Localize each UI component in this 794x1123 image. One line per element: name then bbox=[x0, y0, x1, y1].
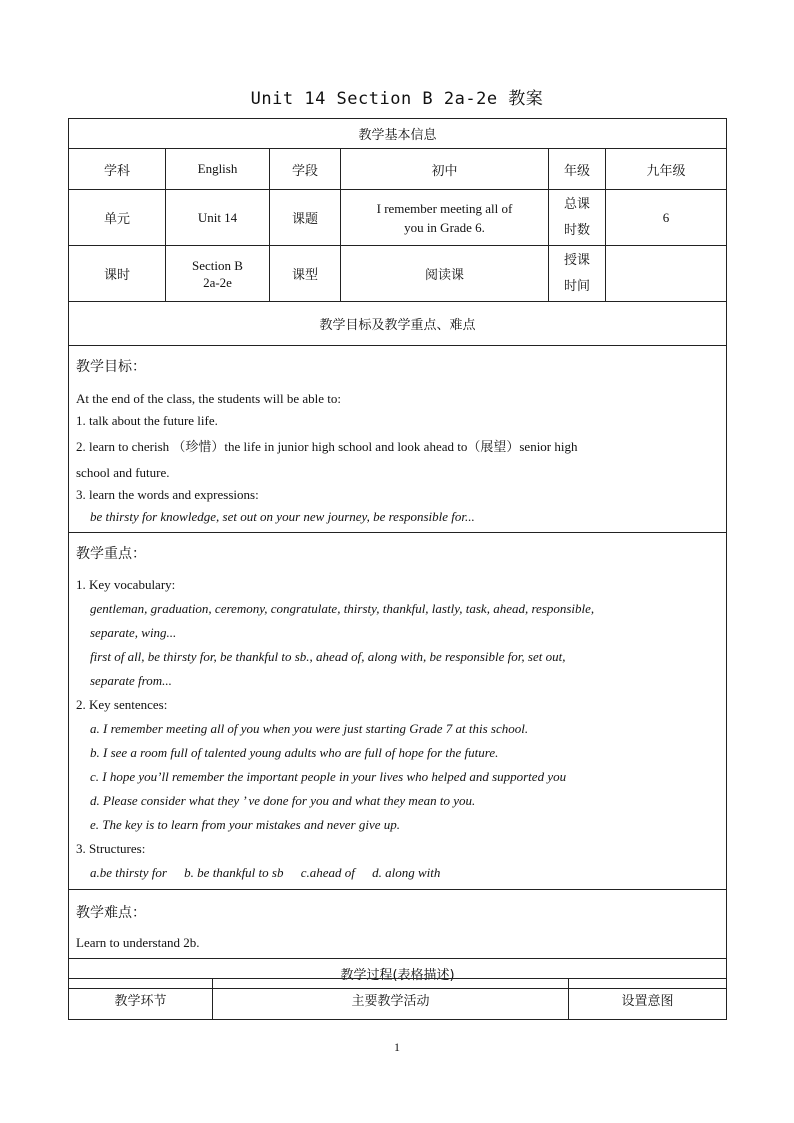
teaching-time-label-2: 时间 bbox=[563, 278, 590, 294]
topic-value bbox=[341, 190, 549, 246]
objective-2-line-1: 2. learn to cherish （珍惜）the life in junior high school and look ahead to（展望）senior high bbox=[76, 439, 578, 454]
period-line-2: 2a-2e bbox=[203, 274, 232, 290]
topic-line-2: you in Grade 6. bbox=[404, 219, 485, 235]
objectives-intro: At the end of the class, the students will be able to: bbox=[76, 391, 341, 406]
sentence-a: a. I remember meeting all of you when you were just starting Grade 7 at this school. bbox=[90, 721, 529, 736]
objectives-header: 教学目标及教学重点、难点 bbox=[69, 302, 727, 346]
vocab-line-2: separate, wing... bbox=[90, 625, 177, 640]
difficulties-cell bbox=[69, 890, 727, 959]
document-title: Unit 14 Section B 2a-2e 教案 bbox=[250, 89, 544, 109]
grade-value: 九年级 bbox=[606, 149, 727, 190]
process-table bbox=[68, 978, 727, 1020]
stage-label: 学段 bbox=[270, 149, 341, 190]
total-hours-label bbox=[549, 190, 606, 246]
structure-c: c.ahead of bbox=[300, 865, 355, 880]
difficulties-title: 教学难点： bbox=[76, 905, 146, 921]
phrase-line-1: first of all, be thirsty for, be thankful to sb., ahead of, along with, be responsible for, set out, bbox=[90, 649, 566, 664]
phrase-line-2: separate from... bbox=[90, 673, 172, 688]
teaching-time-label-1: 授课 bbox=[563, 252, 590, 268]
objective-2-line-2: school and future. bbox=[76, 465, 170, 480]
lesson-plan-table bbox=[68, 118, 727, 989]
objective-3: 3. learn the words and expressions: bbox=[76, 487, 259, 502]
unit-value: Unit 14 bbox=[166, 190, 270, 246]
total-hours-value: 6 bbox=[606, 190, 727, 246]
process-header: 教学过程(表格描述) bbox=[69, 959, 727, 989]
process-col-activities: 主要教学活动 bbox=[213, 979, 569, 1020]
sentence-c: c. I hope you’ll remember the important people in your lives who helped and supported you bbox=[90, 769, 567, 784]
period-label: 课时 bbox=[69, 246, 166, 302]
key-points-title: 教学重点： bbox=[76, 546, 146, 562]
objective-1: 1. talk about the future life. bbox=[76, 413, 218, 428]
structure-a: a.be thirsty for bbox=[90, 865, 167, 880]
vocab-line-1: gentleman, graduation, ceremony, congratulate, thirsty, thankful, lastly, task, ahead, responsible, bbox=[90, 601, 595, 616]
total-hours-label-1: 总课 bbox=[563, 196, 590, 212]
teaching-time-value bbox=[606, 246, 727, 302]
subject-label: 学科 bbox=[69, 149, 166, 190]
unit-label: 单元 bbox=[69, 190, 166, 246]
page-number: 1 bbox=[394, 1040, 400, 1054]
structure-b: b. be thankful to sb bbox=[184, 865, 284, 880]
objective-3-phrases: be thirsty for knowledge, set out on your new journey, be responsible for... bbox=[90, 509, 475, 524]
difficulties-text: Learn to understand 2b. bbox=[76, 935, 200, 950]
topic-label: 课题 bbox=[270, 190, 341, 246]
period-line-1: Section B bbox=[192, 257, 243, 273]
sentence-e: e. The key is to learn from your mistakes and never give up. bbox=[90, 817, 401, 832]
sentence-b: b. I see a room full of talented young adults who are full of hope for the future. bbox=[90, 745, 499, 760]
total-hours-label-2: 时数 bbox=[563, 222, 590, 238]
period-value bbox=[166, 246, 270, 302]
process-col-stage: 教学环节 bbox=[69, 979, 213, 1020]
structures-label: 3. Structures: bbox=[76, 841, 146, 856]
basic-info-header: 教学基本信息 bbox=[69, 119, 727, 149]
grade-label: 年级 bbox=[549, 149, 606, 190]
sentence-d: d. Please consider what they ’ ve done for you and what they mean to you. bbox=[90, 793, 476, 808]
subject-value: English bbox=[166, 149, 270, 190]
vocab-label: 1. Key vocabulary: bbox=[76, 577, 176, 592]
process-col-intent: 设置意图 bbox=[569, 979, 727, 1020]
key-points-cell bbox=[69, 533, 727, 890]
structures-list bbox=[76, 861, 719, 885]
topic-line-1: I remember meeting all of bbox=[376, 200, 513, 216]
stage-value: 初中 bbox=[341, 149, 549, 190]
teaching-time-label bbox=[549, 246, 606, 302]
type-value: 阅读课 bbox=[341, 246, 549, 302]
objectives-cell bbox=[69, 346, 727, 533]
objectives-title: 教学目标： bbox=[76, 359, 146, 375]
structure-d: d. along with bbox=[372, 865, 441, 880]
sentences-label: 2. Key sentences: bbox=[76, 697, 168, 712]
type-label: 课型 bbox=[270, 246, 341, 302]
